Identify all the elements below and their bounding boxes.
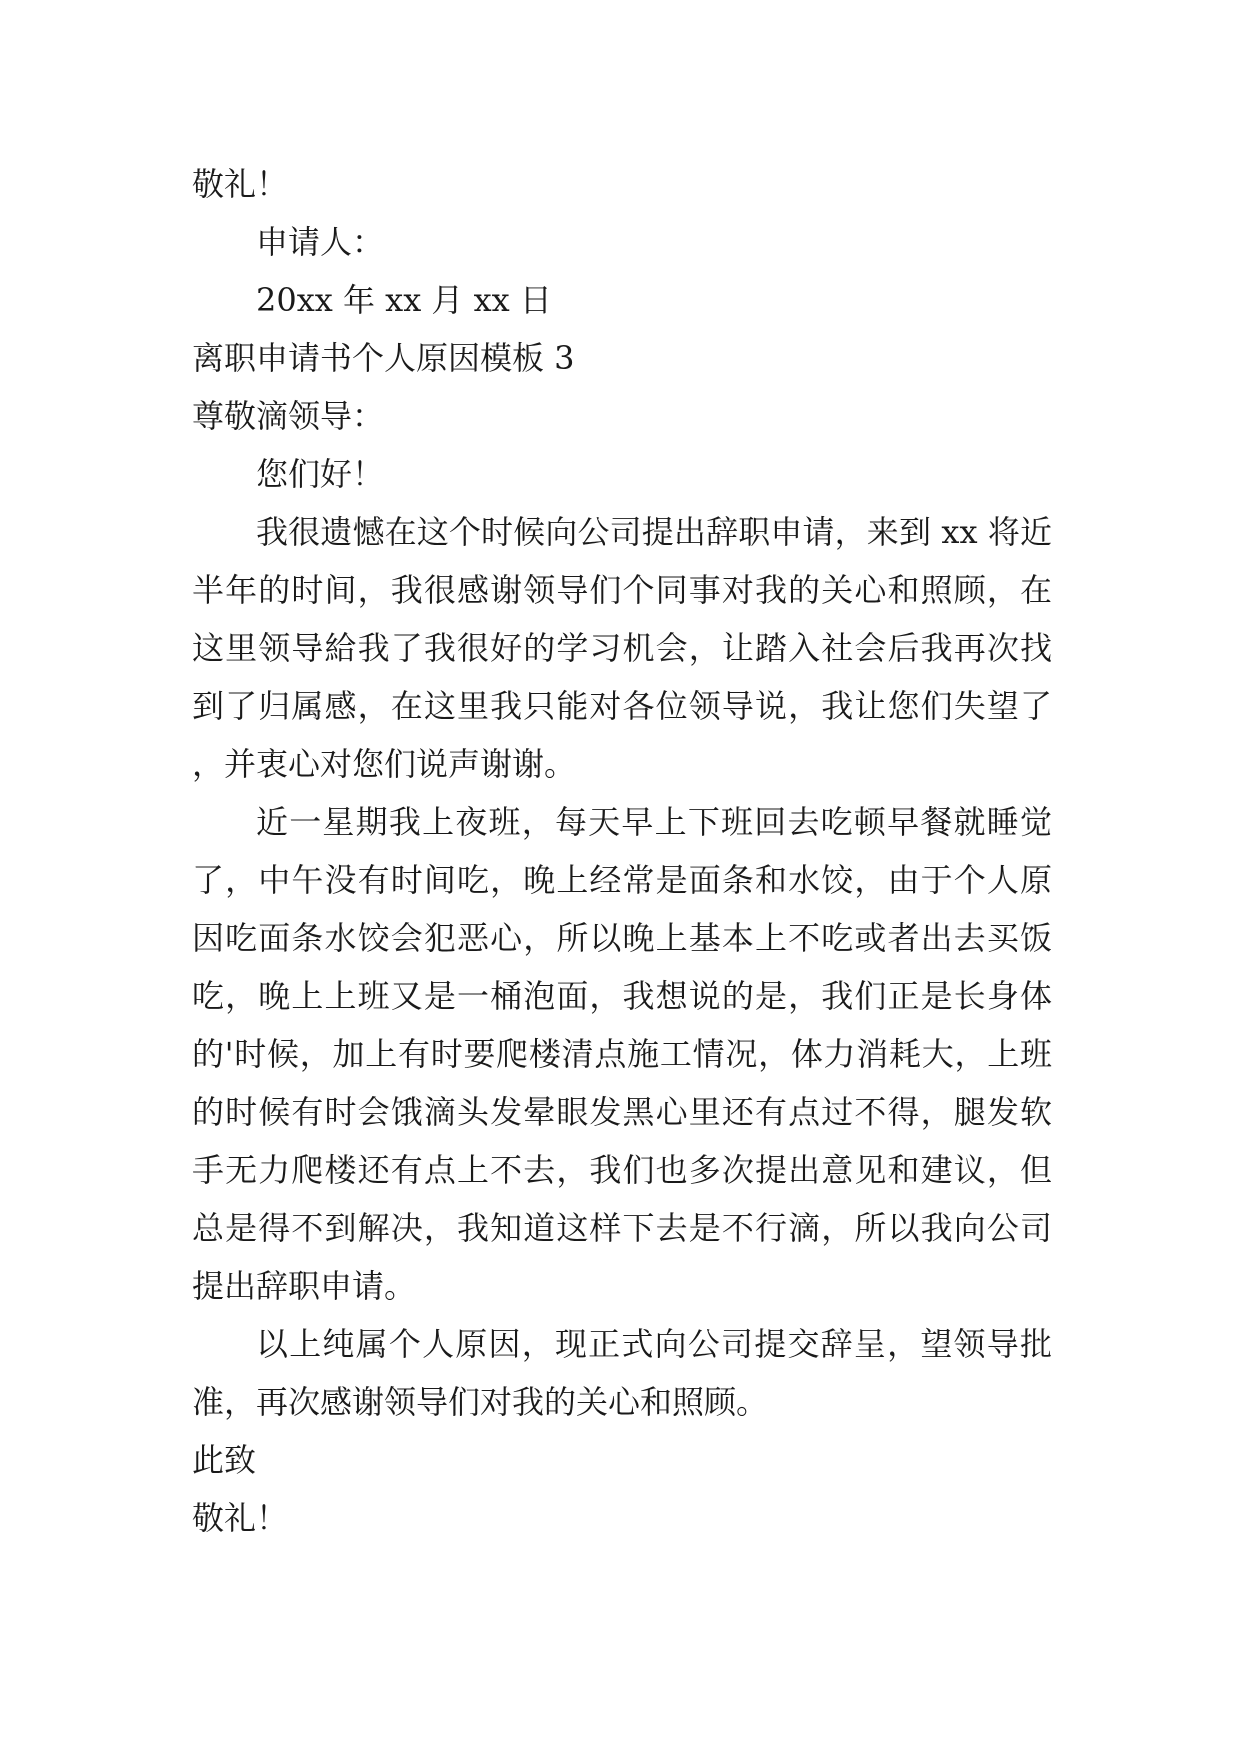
date-line: 20xx 年 xx 月 xx 日 [256,281,552,319]
template-title: 离职申请书个人原因模板 3 [192,339,575,377]
body-paragraph-1: 我很遗憾在这个时候向公司提出辞职申请，来到 xx 将近半年的时间，我很感谢领导们个同事对我的关心和照顾，在这里领导給我了我很好的学习机会，让踏入社会后我再次找到了归属感，在这里我只能对各位领导说，我让您们失望了，并衷心对您们说声谢谢。 [192,513,1052,783]
body-paragraph-3: 以上纯属个人原因，现正式向公司提交辞呈，望领导批准，再次感谢领导们对我的关心和照顾。 [192,1325,1052,1421]
greeting: 您们好！ [256,455,385,493]
closing-salute-bottom: 敬礼！ [192,1499,289,1537]
salutation: 尊敬滴领导： [192,397,385,435]
closing-cizhi: 此致 [192,1441,257,1479]
closing-salute-top: 敬礼！ [192,165,289,203]
applicant-label: 申请人： [256,223,385,261]
letter-body [192,155,1052,1547]
body-paragraph-2: 近一星期我上夜班，每天早上下班回去吃顿早餐就睡觉了，中午没有时间吃，晚上经常是面条和水饺，由于个人原因吃面条水饺会犯恶心，所以晚上基本上不吃或者出去买饭吃，晚上上班又是一桶泡面，我想说的是，我们正是长身体的'时候，加上有时要爬楼清点施工情况，体力消耗大，上班的时候有时会饿滴头发晕眼发黑心里还有点过不得，腿发软手无力爬楼还有点上不去，我们也多次提出意见和建议，但总是得不到解决，我知道这样下去是不行滴，所以我向公司提出辞职申请。 [192,803,1052,1305]
